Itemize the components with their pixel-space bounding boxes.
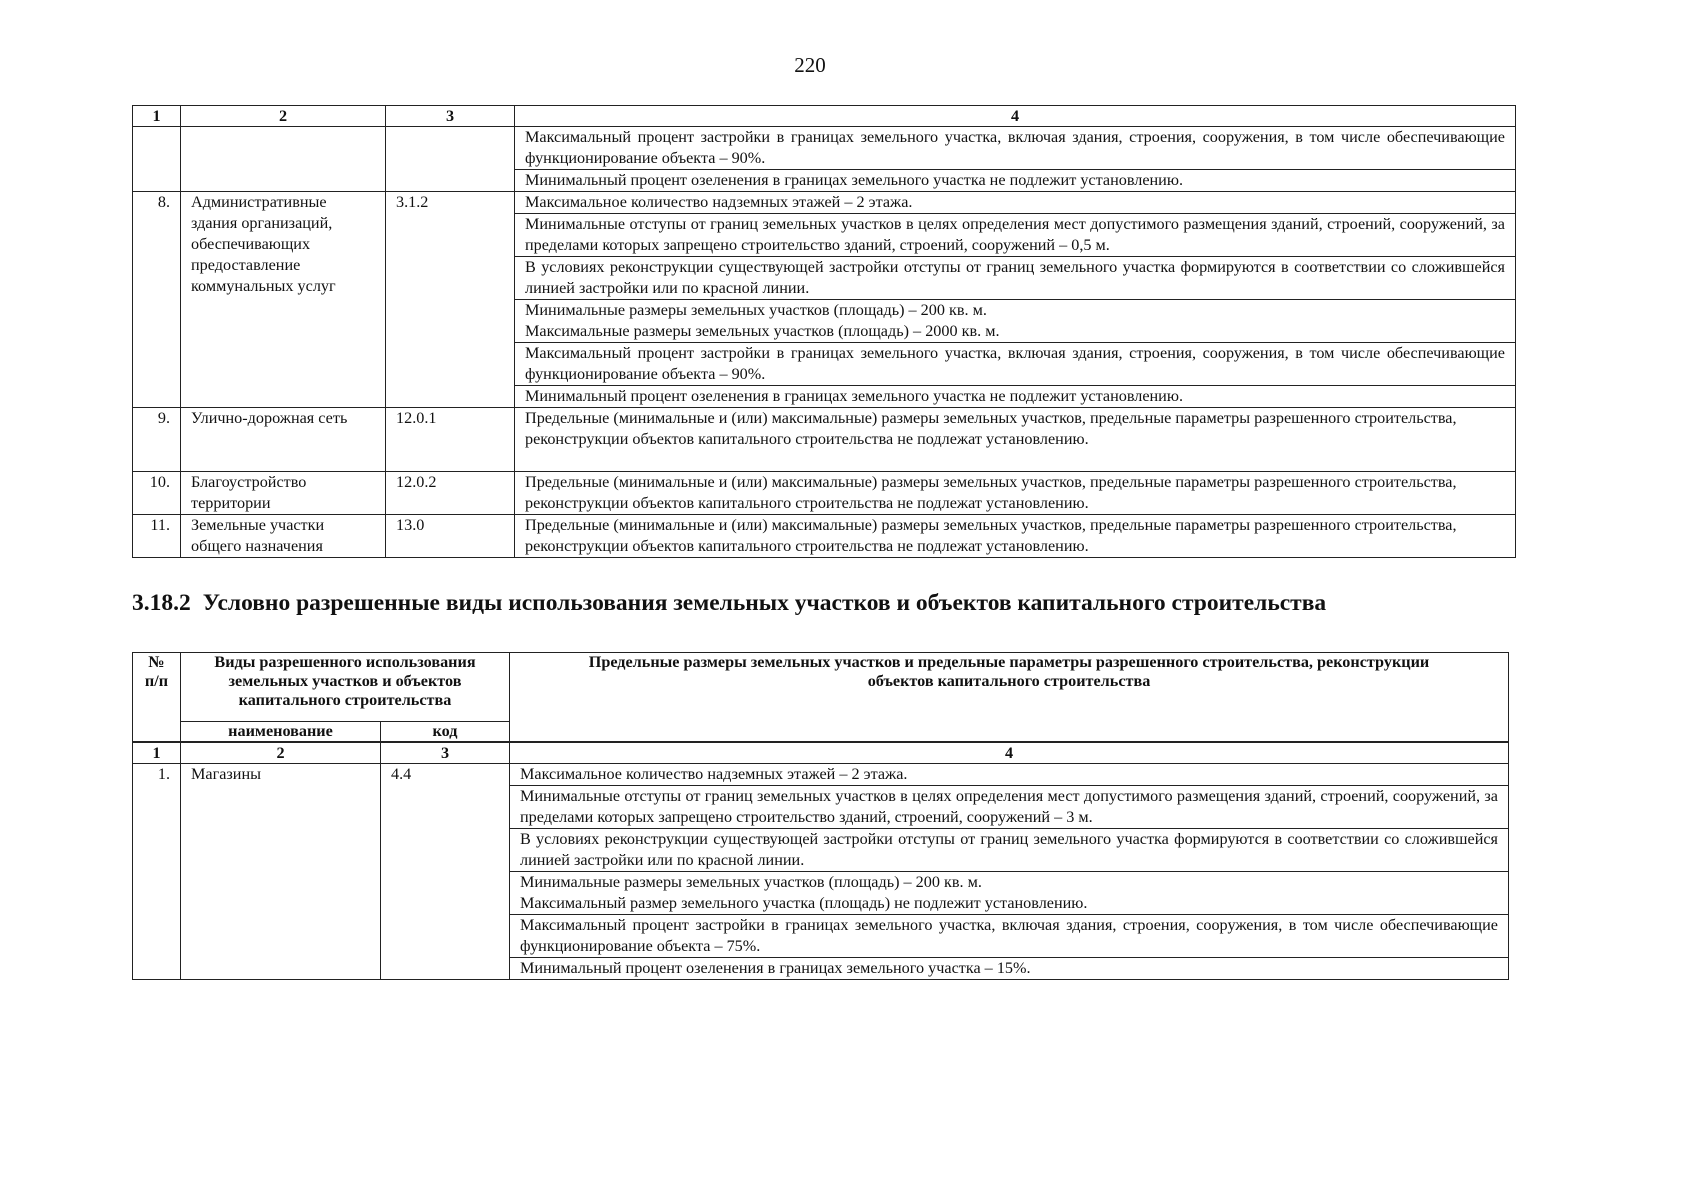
table-row <box>133 408 1516 472</box>
col-number-1: 1 <box>133 106 181 127</box>
use-name: Земельные участки общего назначения <box>181 515 386 558</box>
table-row <box>133 192 1516 214</box>
use-name: Улично-дорожная сеть <box>181 408 386 472</box>
row-number: 11. <box>133 515 181 558</box>
param-cell: Максимальный процент застройки в границах земельного участка, включая здания, строения, сооружения, в том числе обеспечивающие функционирование объекта – 90%. <box>515 127 1516 170</box>
use-name: Административные здания организаций, обеспечивающих предоставление коммунальных услуг <box>181 192 386 408</box>
row-number: 8. <box>133 192 181 408</box>
row-number: 10. <box>133 472 181 515</box>
section-title: Условно разрешенные виды использования земельных участков и объектов капитального строительства <box>202 590 1327 616</box>
param-cell: Максимальное количество надземных этажей – 2 этажа. <box>510 764 1509 786</box>
section-heading <box>132 590 1326 617</box>
param-cell: Минимальные размеры земельных участков (площадь) – 200 кв. м. Максимальные размеры земельных участков (площадь) – 2000 кв. м. <box>515 300 1516 343</box>
param-cell: В условиях реконструкции существующей застройки отступы от границ земельного участка формируются в соответствии со сложившейся линией застройки или по красной линии. <box>515 257 1516 300</box>
header-params: Предельные размеры земельных участков и предельные параметры разрешенного строительства, реконструкции объектов капитального строительства <box>510 653 1509 743</box>
header-number: № п/п <box>133 653 181 743</box>
col-number-2: 2 <box>181 742 381 764</box>
col-number-1: 1 <box>133 742 181 764</box>
row-number: 1. <box>133 764 181 980</box>
use-name: Магазины <box>181 764 381 980</box>
param-cell: Минимальные размеры земельных участков (площадь) – 200 кв. м. Максимальный размер земельного участка (площадь) не подлежит установлению. <box>510 872 1509 915</box>
param-cell: Предельные (минимальные и (или) максимальные) размеры земельных участков, предельные параметры разрешенного строительства, реконструкции объектов капитального строительства не подлежат установлению. <box>515 472 1516 515</box>
param-cell: Максимальное количество надземных этажей – 2 этажа. <box>515 192 1516 214</box>
section-number: 3.18.2 <box>132 590 191 616</box>
land-use-table-continued <box>132 105 1516 558</box>
use-code: 12.0.2 <box>386 472 515 515</box>
use-name: Благоустройство территории <box>181 472 386 515</box>
table-row <box>133 472 1516 515</box>
use-code: 3.1.2 <box>386 192 515 408</box>
conditional-use-table <box>132 652 1509 980</box>
top-table-body <box>133 106 1516 558</box>
header-use-group: Виды разрешенного использования земельных участков и объектов капитального строительства <box>181 653 510 722</box>
param-cell: Минимальный процент озеленения в границах земельного участка не подлежит установлению. <box>515 170 1516 192</box>
use-code: 4.4 <box>381 764 510 980</box>
row-number: 9. <box>133 408 181 472</box>
param-cell: Минимальные отступы от границ земельных участков в целях определения мест допустимого размещения зданий, строений, сооружений, за пределами которых запрещено строительство зданий, строений, сооружений – 0,5 м. <box>515 214 1516 257</box>
param-cell: Минимальные отступы от границ земельных участков в целях определения мест допустимого размещения зданий, строений, сооружений, за пределами которых запрещено строительство зданий, строений, сооружений – 3 м. <box>510 786 1509 829</box>
col-number-2: 2 <box>181 106 386 127</box>
page-number: 220 <box>794 53 826 77</box>
table-row <box>133 127 1516 170</box>
param-cell: Максимальный процент застройки в границах земельного участка, включая здания, строения, сооружения, в том числе обеспечивающие функционирование объекта – 90%. <box>515 343 1516 386</box>
header-code: код <box>381 722 510 743</box>
param-cell: В условиях реконструкции существующей застройки отступы от границ земельного участка формируются в соответствии со сложившейся линией застройки или по красной линии. <box>510 829 1509 872</box>
bottom-table-body <box>133 653 1509 980</box>
use-code: 13.0 <box>386 515 515 558</box>
col-number-3: 3 <box>381 742 510 764</box>
column-number-row <box>133 742 1509 764</box>
use-code: 12.0.1 <box>386 408 515 472</box>
param-cell: Предельные (минимальные и (или) максимальные) размеры земельных участков, предельные параметры разрешенного строительства, реконструкции объектов капитального строительства не подлежат установлению. <box>515 515 1516 558</box>
column-number-row <box>133 106 1516 127</box>
param-cell: Минимальный процент озеленения в границах земельного участка – 15%. <box>510 958 1509 980</box>
table-row <box>133 515 1516 558</box>
param-cell: Предельные (минимальные и (или) максимальные) размеры земельных участков, предельные параметры разрешенного строительства, реконструкции объектов капитального строительства не подлежат установлению. <box>515 408 1516 472</box>
header-name: наименование <box>181 722 381 743</box>
table-row <box>133 764 1509 786</box>
col-number-3: 3 <box>386 106 515 127</box>
col-number-4: 4 <box>515 106 1516 127</box>
param-cell: Минимальный процент озеленения в границах земельного участка не подлежит установлению. <box>515 386 1516 408</box>
param-cell: Максимальный процент застройки в границах земельного участка, включая здания, строения, сооружения, в том числе обеспечивающие функционирование объекта – 75%. <box>510 915 1509 958</box>
header-row <box>133 653 1509 722</box>
col-number-4: 4 <box>510 742 1509 764</box>
